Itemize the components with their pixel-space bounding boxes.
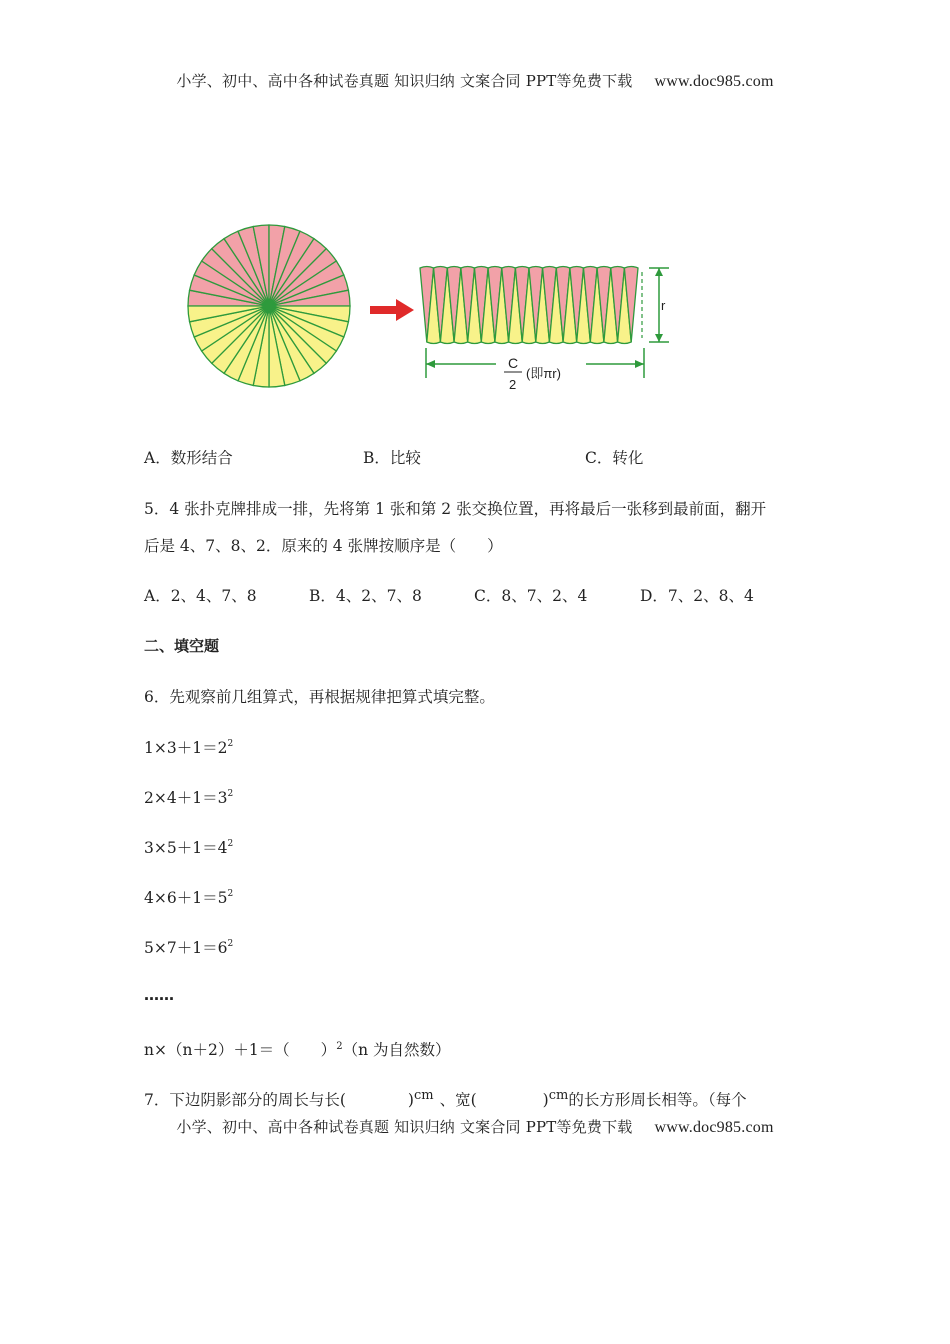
section-title: 二、填空题 [144,637,220,655]
q6-stem: 6．先观察前几组算式，再根据规律把算式填完整。 [144,688,495,706]
q6-equation-3: $3\times 5+1=4^2$ [144,839,234,857]
label-c: C [508,355,519,371]
q4-option-c: C．转化 [585,449,644,467]
header-text: 小学、初中、高中各种试卷真题 知识归纳 文案合同 PPT等免费下载 [176,72,633,90]
header-site: www.doc985.com [654,73,774,90]
sectored-circle [188,225,350,387]
q6-final-equation: n×（n＋2）＋1＝（ ）$^2$（n 为自然数） [144,1041,451,1059]
page-header-bottom [0,1116,950,1137]
q4-option-a: A．数形结合 [144,449,233,467]
red-arrow-icon [370,299,414,321]
footer-site: www.doc985.com [654,1119,774,1136]
q5-stem-line1: 5．4 张扑克牌排成一排，先将第 1 张和第 2 张交换位置，再将最后一张移到最前面，翻开 [144,500,767,518]
q7-stem: 7．下边阴影部分的周长与长( )$^{cm}$ 、宽( )$^{cm}$的长方形周长相等。（每个 [144,1088,747,1109]
q4-option-b: B．比较 [363,449,421,467]
q5-option-d: D．7、2、8、4 [640,587,754,605]
q6-equation-1: $1\times 3+1=2^2$ [144,739,234,757]
q5-option-a: A．2、4、7、8 [144,587,257,605]
footer-text: 小学、初中、高中各种试卷真题 知识归纳 文案合同 PPT等免费下载 [176,1118,633,1136]
page-header-top [0,70,950,91]
q6-equation-4: $4\times 6+1=5^2$ [144,889,234,907]
label-formula: (即πr) [526,366,561,381]
q5-stem-line2: 后是 4、7、8、2．原来的 4 张牌按顺序是（ ） [144,537,503,555]
label-2: 2 [509,377,517,392]
rearranged-strip [420,267,638,344]
circle-center [265,302,273,310]
q6-equation-2: $2\times 4+1=3^2$ [144,789,234,807]
circle-transform-figure [144,210,689,402]
label-r: r [661,298,666,313]
q6-ellipsis: …… [144,986,174,1004]
q5-option-c: C．8、7、2、4 [474,587,588,605]
q5-option-b: B．4、2、7、8 [309,587,422,605]
circle-diagram [144,210,689,402]
q6-equation-5: $5\times 7+1=6^2$ [144,939,234,957]
